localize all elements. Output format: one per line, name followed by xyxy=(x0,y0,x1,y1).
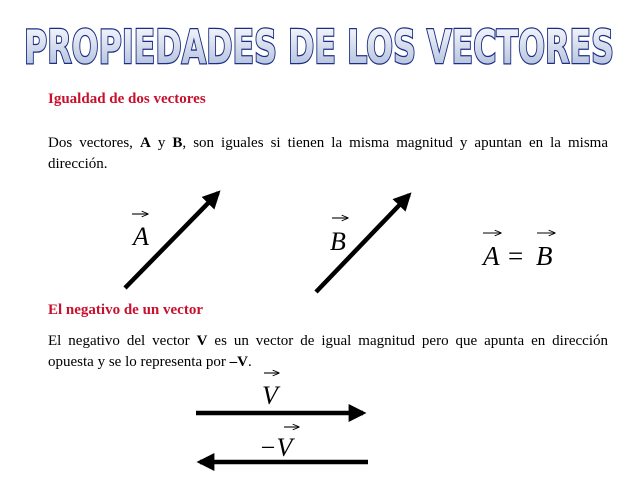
negative-v-label: −V xyxy=(259,433,293,462)
text-segment: es un vector de igual magnitud pero que apunta en dirección opuesta y se lo representa por xyxy=(48,333,608,370)
negative-v-name: –V xyxy=(229,354,248,370)
equation-b: B xyxy=(536,241,553,271)
equation-a: A xyxy=(483,241,500,271)
vector-a-name: A xyxy=(139,135,151,151)
vector-v-name: V xyxy=(196,333,208,349)
equation-equals: = xyxy=(508,241,524,271)
vector-b-label: B xyxy=(330,227,346,256)
text-segment: y xyxy=(150,135,173,151)
page-title: PROPIEDADES DE LOS VECTORES xyxy=(24,20,614,74)
text-segment: . xyxy=(247,354,252,370)
text-segment: , son iguales si tienen la misma magnitud y apuntan en la misma dirección. xyxy=(48,135,608,172)
section-heading-equality: Igualdad de dos vectores xyxy=(48,91,206,107)
text-segment: Dos vectores, xyxy=(48,135,140,151)
section-heading-negative: El negativo de un vector xyxy=(48,302,203,318)
vector-b-name: B xyxy=(172,135,183,151)
vector-v-label: V xyxy=(262,381,278,410)
vector-a-label: A xyxy=(133,222,149,251)
text-segment: El negativo del vector xyxy=(48,333,197,349)
